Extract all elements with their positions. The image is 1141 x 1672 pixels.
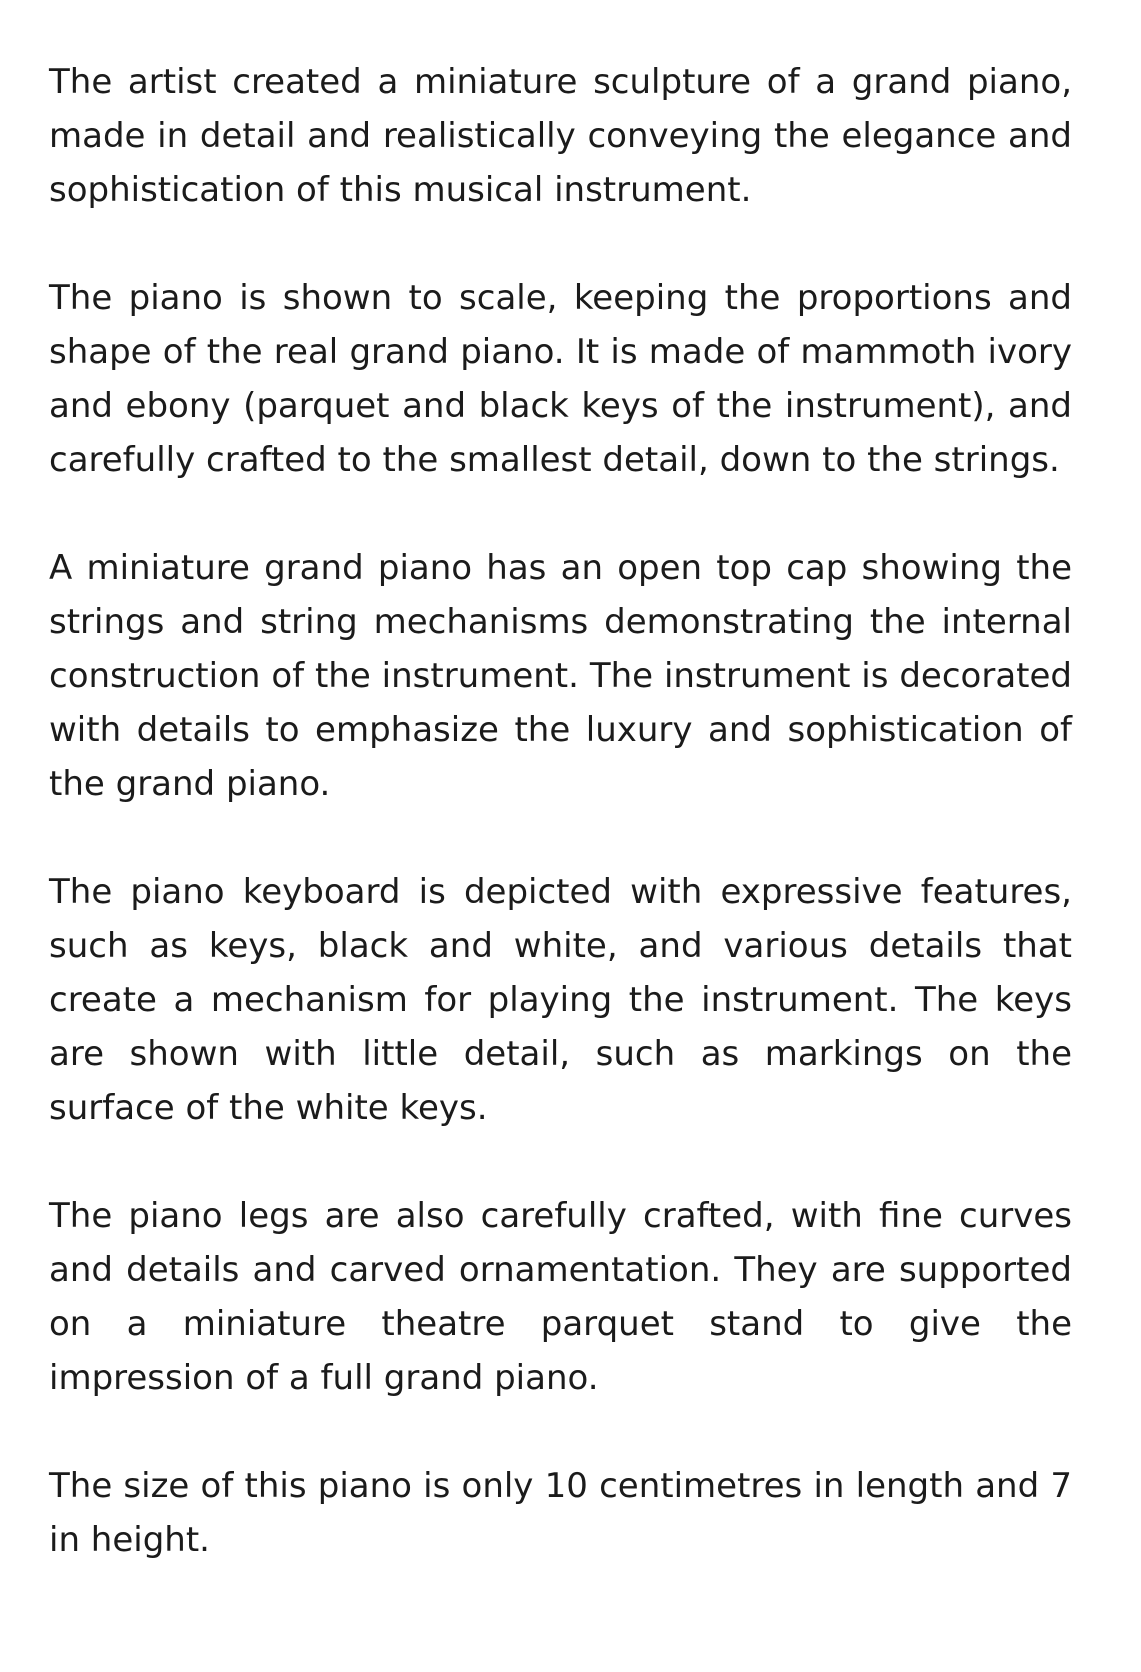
paragraph-intro: The artist created a miniature sculpture of a grand piano, made in detail and realistically conveying the elegance and sophistication of this musical instrument. — [49, 62, 1072, 210]
paragraph-scale-materials: The piano is shown to scale, keeping the proportions and shape of the real grand piano. It is made of mammoth ivory and ebony (parquet and black keys of the instrument), and carefully crafted to the smallest detail, down to the strings. — [49, 278, 1072, 480]
paragraph-size: The size of this piano is only 10 centimetres in length and 7 in height. — [49, 1466, 1072, 1560]
paragraph-legs: The piano legs are also carefully crafted, with fine curves and details and carved ornamentation. They are supported on a miniature theatre parquet stand to give the impression of a full grand piano. — [49, 1196, 1072, 1398]
paragraph-open-top: A miniature grand piano has an open top cap showing the strings and string mechanisms demonstrating the internal construction of the instrument. The instrument is decorated with details to emphasize the luxury and sophistication of the grand piano. — [49, 548, 1072, 804]
paragraph-keyboard: The piano keyboard is depicted with expressive features, such as keys, black and white, and various details that create a mechanism for playing the instrument. The keys are shown with little detail, such as markings on the surface of the white keys. — [49, 872, 1072, 1128]
